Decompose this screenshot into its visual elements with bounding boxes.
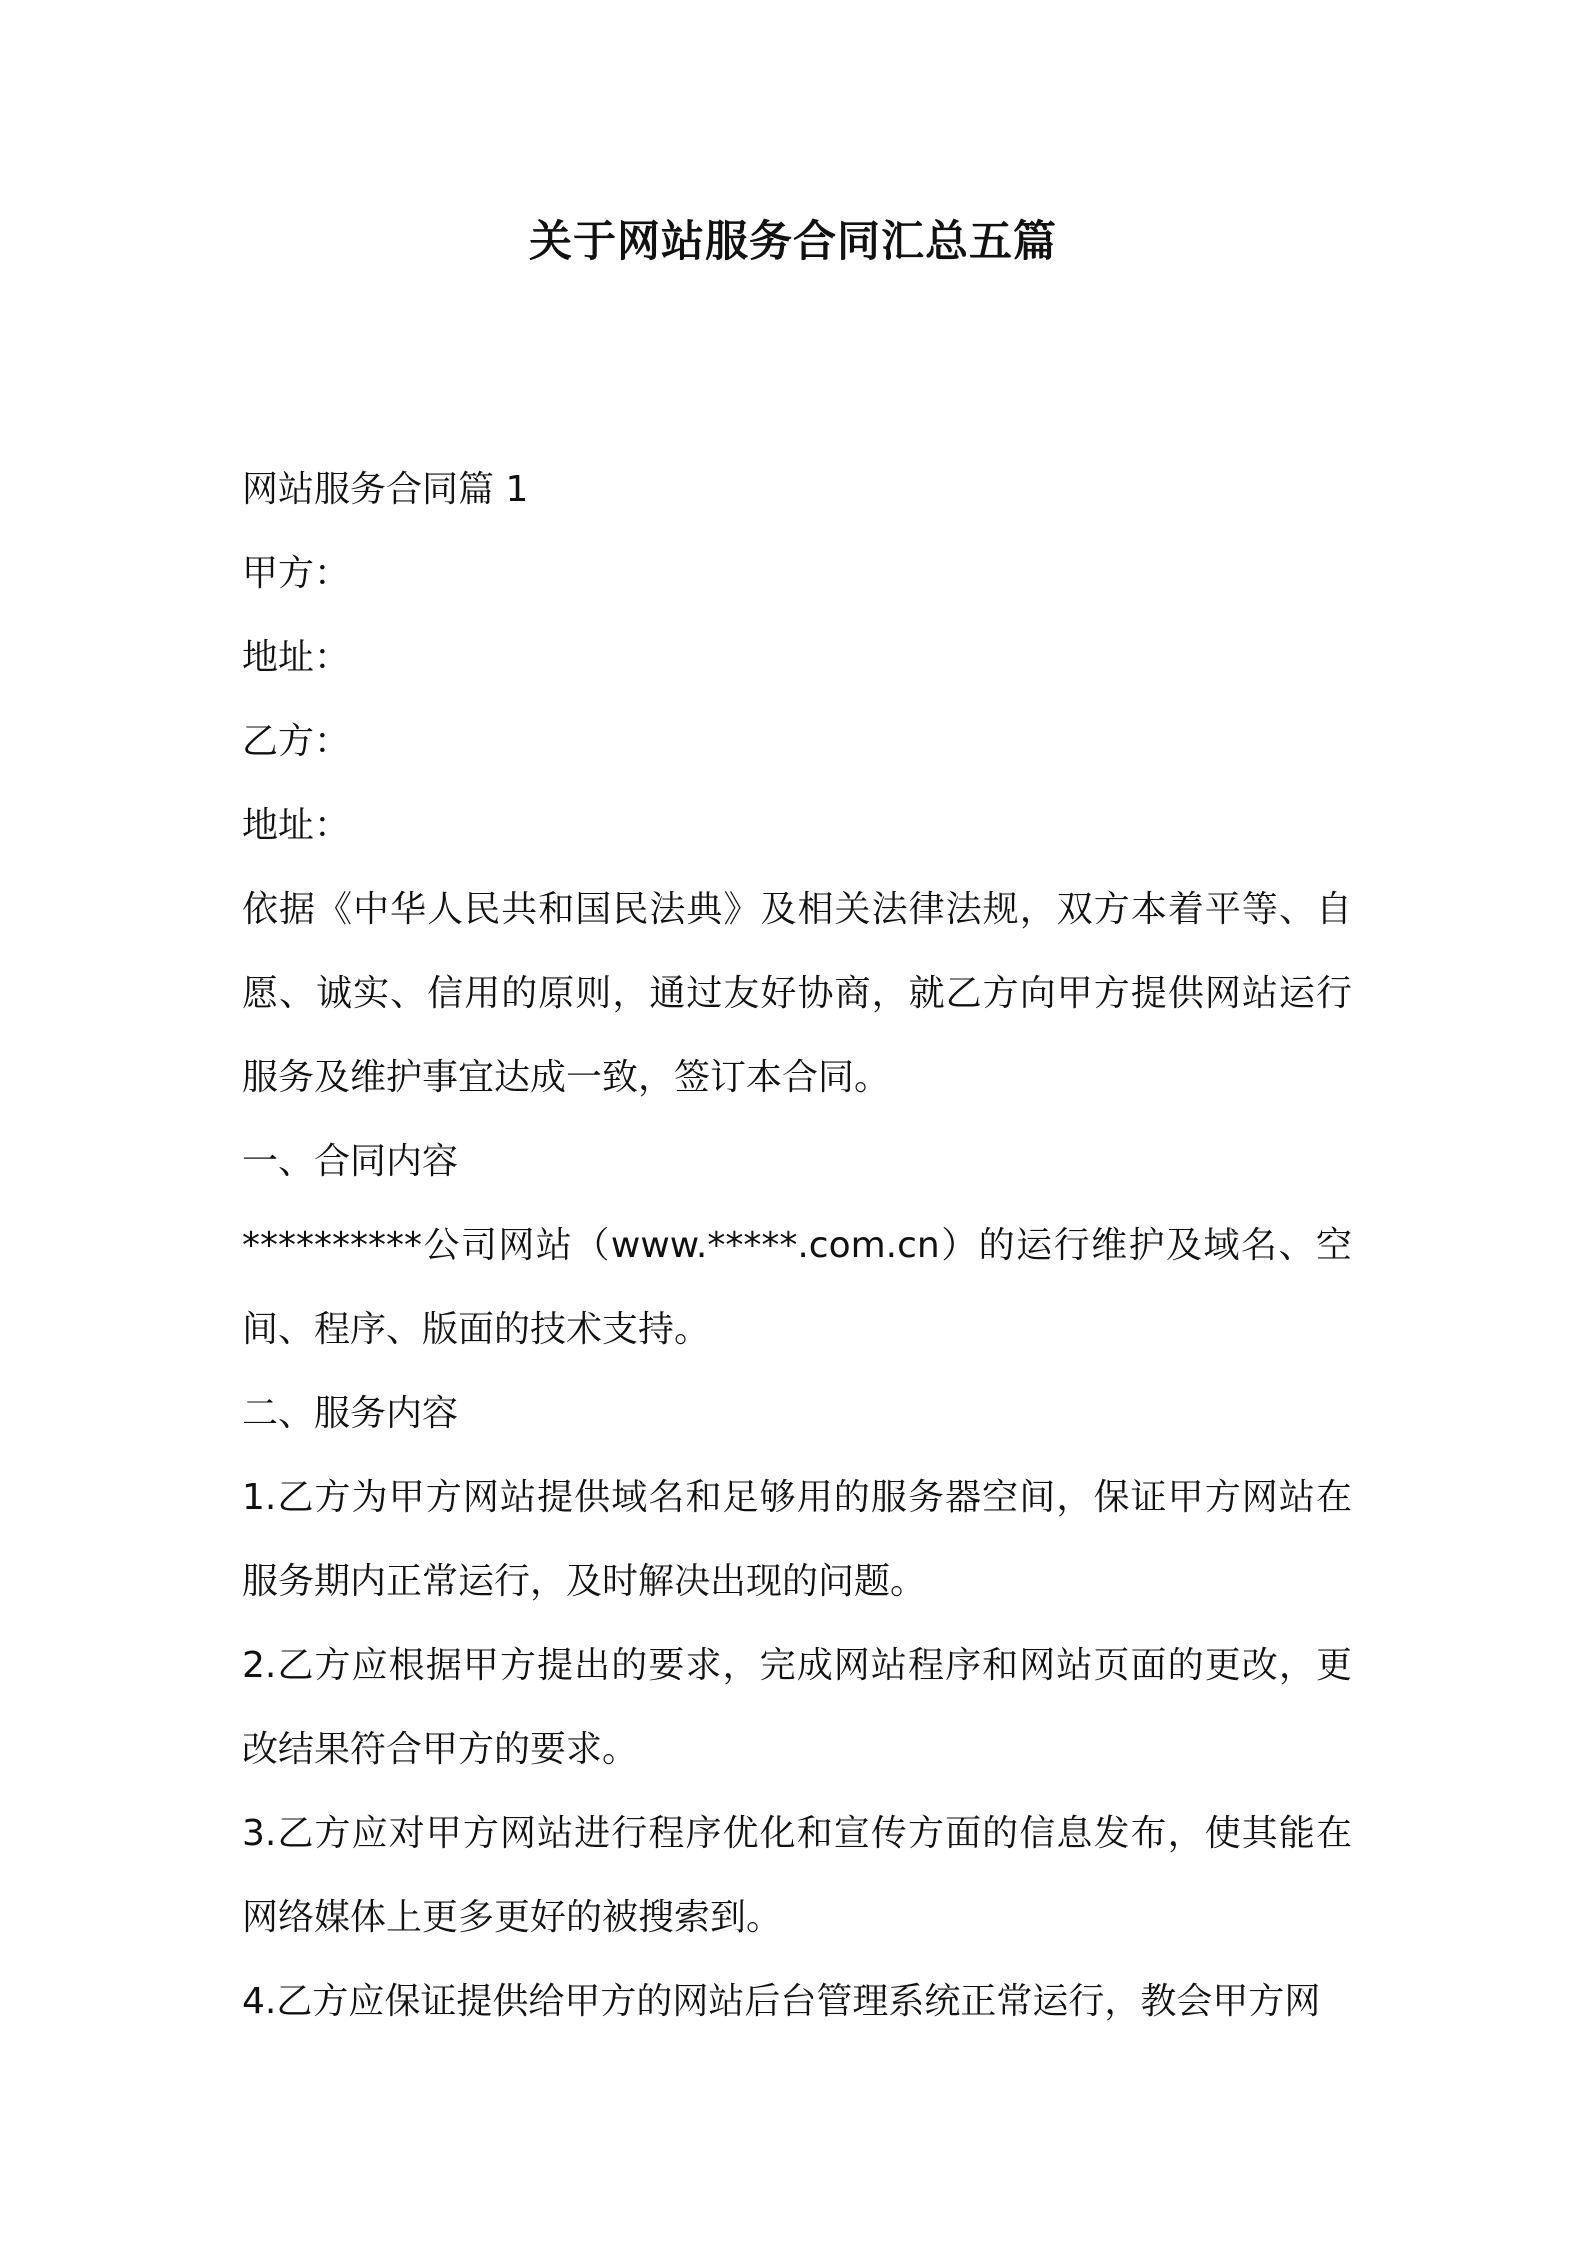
intro-paragraph: 依据《中华人民共和国民法典》及相关法律法规，双方本着平等、自愿、诚实、信用的原则，通过友好协商，就乙方向甲方提供网站运行服务及维护事宜达成一致，签订本合同。 [242,889,1352,1098]
clause-2-heading: 二、服务内容 [242,1393,459,1434]
service-item-1: 1.乙方为甲方网站提供域名和足够用的服务器空间，保证甲方网站在服务期内正常运行，及时解决出现的问题。 [242,1477,1352,1602]
section-heading: 网站服务合同篇 1 [242,469,529,510]
clause-1-heading: 一、合同内容 [242,1141,459,1182]
party-a-label: 甲方： [242,553,351,594]
service-item-2: 2.乙方应根据甲方提出的要求，完成网站程序和网站页面的更改，更改结果符合甲方的要求。 [242,1645,1352,1770]
clause-1-text: **********公司网站（www.*****.com.cn）的运行维护及域名、空间、程序、版面的技术支持。 [242,1225,1352,1350]
party-b-address-label: 地址： [242,805,351,846]
party-a-address-label: 地址： [242,637,351,678]
document-body [242,448,1352,2044]
service-item-3: 3.乙方应对甲方网站进行程序优化和宣传方面的信息发布，使其能在网络媒体上更多更好的被搜索到。 [242,1813,1352,1938]
party-b-label: 乙方： [242,721,351,762]
document-title: 关于网站服务合同汇总五篇 [529,217,1057,267]
service-item-4: 4.乙方应保证提供给甲方的网站后台管理系统正常运行，教会甲方网 [242,1981,1321,2022]
